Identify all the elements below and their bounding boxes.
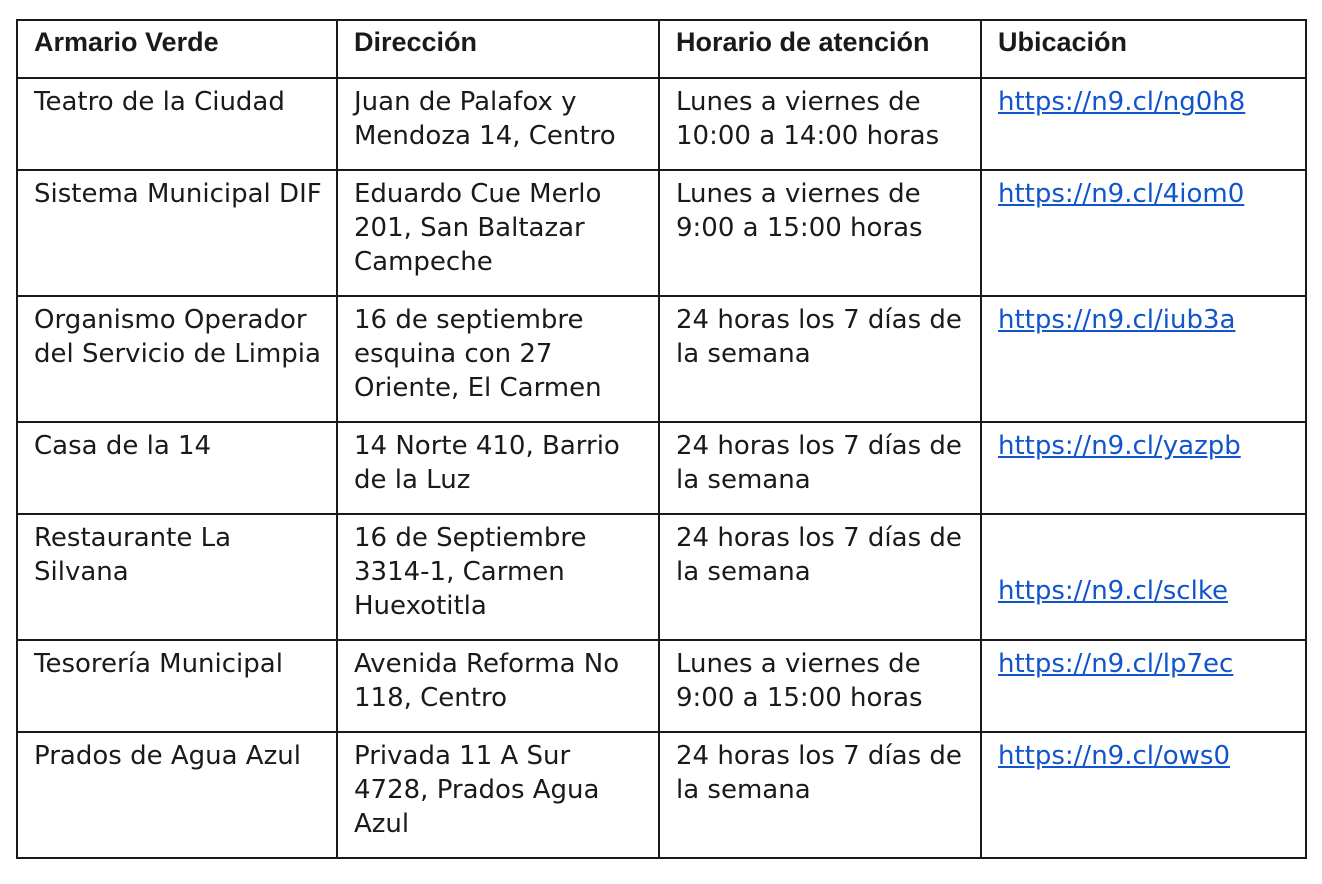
cell-location bbox=[981, 422, 1306, 514]
cell-hours: Lunes a viernes de 10:00 a 14:00 horas bbox=[659, 78, 981, 170]
armarios-verdes-table bbox=[16, 19, 1307, 859]
cell-hours: Lunes a viernes de 9:00 a 15:00 horas bbox=[659, 170, 981, 296]
cell-location bbox=[981, 640, 1306, 732]
header-direccion: Dirección bbox=[337, 20, 659, 78]
cell-location bbox=[981, 78, 1306, 170]
cell-name: Sistema Municipal DIF bbox=[17, 170, 337, 296]
cell-name: Prados de Agua Azul bbox=[17, 732, 337, 858]
cell-location bbox=[981, 170, 1306, 296]
location-link[interactable]: https://n9.cl/yazpb bbox=[998, 431, 1241, 461]
table-header-row bbox=[17, 20, 1306, 78]
cell-address: 14 Norte 410, Barrio de la Luz bbox=[337, 422, 659, 514]
table-row bbox=[17, 170, 1306, 296]
cell-hours: 24 horas los 7 días de la semana bbox=[659, 296, 981, 422]
cell-address: Avenida Reforma No 118, Centro bbox=[337, 640, 659, 732]
table-row bbox=[17, 514, 1306, 640]
cell-address: 16 de septiembre esquina con 27 Oriente, El Carmen bbox=[337, 296, 659, 422]
location-link[interactable]: https://n9.cl/sclke bbox=[998, 576, 1228, 606]
cell-address: Privada 11 A Sur 4728, Prados Agua Azul bbox=[337, 732, 659, 858]
location-link[interactable]: https://n9.cl/4iom0 bbox=[998, 179, 1245, 209]
cell-name: Tesorería Municipal bbox=[17, 640, 337, 732]
cell-location bbox=[981, 514, 1306, 640]
cell-name: Teatro de la Ciudad bbox=[17, 78, 337, 170]
cell-address: Eduardo Cue Merlo 201, San Baltazar Campeche bbox=[337, 170, 659, 296]
table-row bbox=[17, 732, 1306, 858]
table-row bbox=[17, 640, 1306, 732]
location-link[interactable]: https://n9.cl/iub3a bbox=[998, 305, 1236, 335]
cell-hours: 24 horas los 7 días de la semana bbox=[659, 732, 981, 858]
location-link[interactable]: https://n9.cl/ows0 bbox=[998, 741, 1231, 771]
cell-name: Restaurante La Silvana bbox=[17, 514, 337, 640]
location-link[interactable]: https://n9.cl/lp7ec bbox=[998, 649, 1234, 679]
table-row bbox=[17, 296, 1306, 422]
cell-name: Casa de la 14 bbox=[17, 422, 337, 514]
location-link[interactable]: https://n9.cl/ng0h8 bbox=[998, 87, 1246, 117]
cell-address: 16 de Septiembre 3314-1, Carmen Huexotitla bbox=[337, 514, 659, 640]
header-ubicacion: Ubicación bbox=[981, 20, 1306, 78]
cell-hours: Lunes a viernes de 9:00 a 15:00 horas bbox=[659, 640, 981, 732]
cell-location bbox=[981, 296, 1306, 422]
header-horario: Horario de atención bbox=[659, 20, 981, 78]
table-row bbox=[17, 78, 1306, 170]
cell-hours: 24 horas los 7 días de la semana bbox=[659, 422, 981, 514]
header-armario-verde: Armario Verde bbox=[17, 20, 337, 78]
table-row bbox=[17, 422, 1306, 514]
cell-address: Juan de Palafox y Mendoza 14, Centro bbox=[337, 78, 659, 170]
cell-hours: 24 horas los 7 días de la semana bbox=[659, 514, 981, 640]
cell-name: Organismo Operador del Servicio de Limpia bbox=[17, 296, 337, 422]
cell-location bbox=[981, 732, 1306, 858]
